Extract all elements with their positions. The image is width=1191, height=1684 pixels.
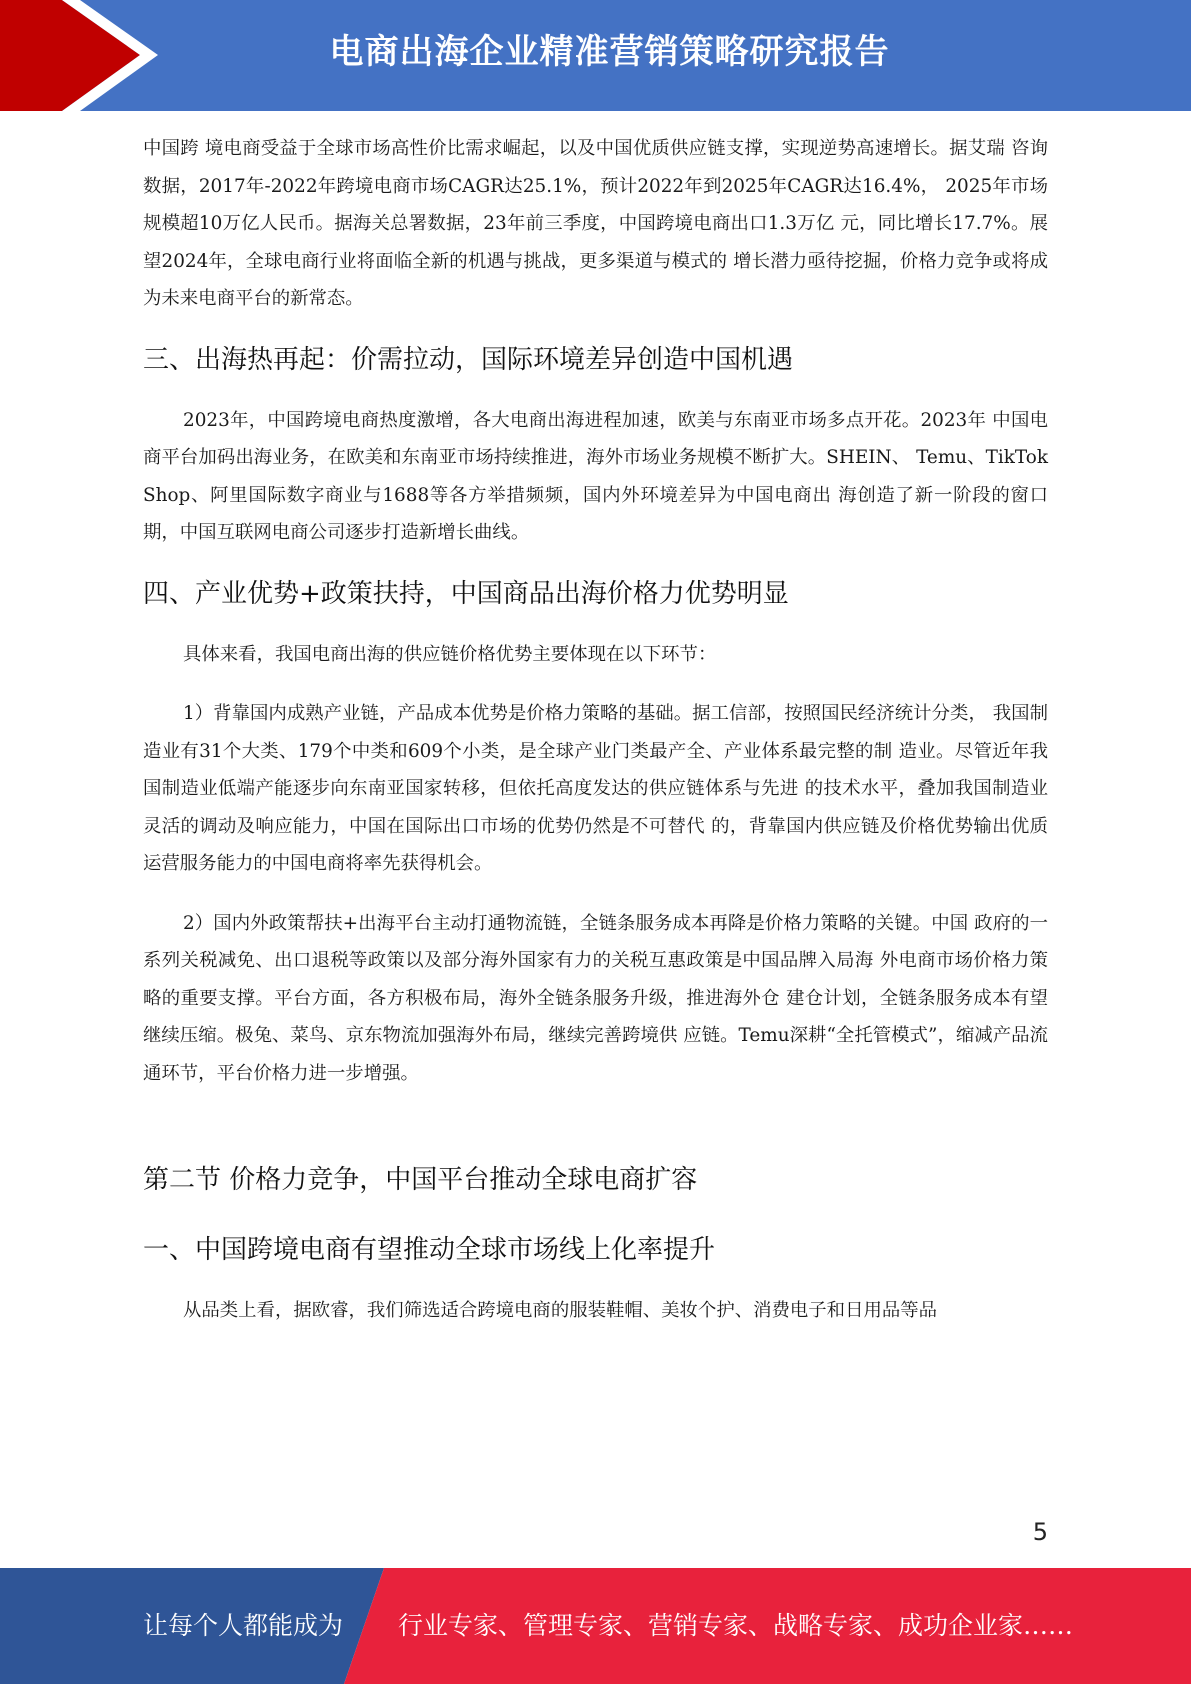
heading-section-four: 四、产业优势+政策扶持，中国商品出海价格力优势明显 [143,578,789,609]
heading-chapter-two: 第二节 价格力竞争，中国平台推动全球电商扩容 [143,1165,698,1195]
page-number: 5 [1032,1518,1048,1546]
paragraph-market-growth: 中国跨 境电商受益于全球市场高性价比需求崛起，以及中国优质供应链支撑，实现逆势高速增长。据艾瑞 咨询数据，2017年-2022年跨境电商市场CAGR达25.1%，预计2022年到2025年CAGR达16.4%， 2025年市场规模超10万亿人民币。据海关总署数据，23年前三季度，中国跨境电商出口1.3万亿 元，同比增长17.7%。展望2024年，全球电商行业将面临全新的机遇与挑战，更多渠道与模式的 增长潜力亟待挖掘，价格力竞争或将成为未来电商平台的新常态。 [143,138,1048,309]
heading-subsection-one: 一、中国跨境电商有望推动全球市场线上化率提升 [143,1235,716,1265]
report-title: 电商出海企业精准营销策略研究报告 [329,32,890,72]
paragraph-supply-chain-intro: 具体来看，我国电商出海的供应链价格优势主要体现在以下环节： [183,643,717,665]
heading-section-three: 三、出海热再起：价需拉动，国际环境差异创造中国机遇 [143,344,794,375]
paragraph-industry-chain: 1）背靠国内成熟产业链，产品成本优势是价格力策略的基础。据工信部，按照国民经济统计分类， 我国制造业有31个大类、179个中类和609个小类，是全球产业门类最产全、产业体系最完整的制 造业。尽管近年我国制造业低端产能逐步向东南亚国家转移，但依托高度发达的供应链体系与先进 的技术水平，叠加我国制造业灵活的调动及响应能力，中国在国际出口市场的优势仍然是不可替代 的，背靠国内供应链及价格优势输出优质运营服务能力的中国电商将率先获得机会。 [143,703,1048,874]
paragraph-policy-logistics: 2）国内外政策帮扶+出海平台主动打通物流链，全链条服务成本再降是价格力策略的关键。中国 政府的一系列关税减免、出口退税等政策以及部分海外国家有力的关税互惠政策是中国品牌入局海 外电商市场价格力策略的重要支撑。平台方面，各方积极布局，海外全链条服务升级，推进海外仓 建仓计划，全链条服务成本有望继续压缩。极兔、菜鸟、京东物流加强海外布局，继续完善跨境供 应链。Temu深耕“全托管模式”，缩减产品流通环节，平台价格力进一步增强。 [143,912,1048,1084]
paragraph-overseas-expansion: 2023年，中国跨境电商热度激增，各大电商出海进程加速，欧美与东南亚市场多点开花。2023年 中国电商平台加码出海业务，在欧美和东南亚市场持续推进，海外市场业务规模不断扩大。SHEIN、 Temu、TikTok Shop、阿里国际数字商业与1688等各方举措频频，国内外环境差异为中国电商出 海创造了新一阶段的窗口期，中国互联网电商公司逐步打造新增长曲线。 [143,409,1048,543]
footer-slogan-right: 行业专家、管理专家、营销专家、战略专家、成功企业家…… [398,1611,1074,1640]
page-footer [0,1568,1191,1684]
footer-slogan-left: 让每个人都能成为 [143,1611,344,1640]
paragraph-category-analysis: 从品类上看，据欧睿，我们筛选适合跨境电商的服装鞋帽、美妆个护、消费电子和日用品等品 [183,1300,938,1321]
page-body [143,130,1048,1330]
page-header [0,0,1191,111]
